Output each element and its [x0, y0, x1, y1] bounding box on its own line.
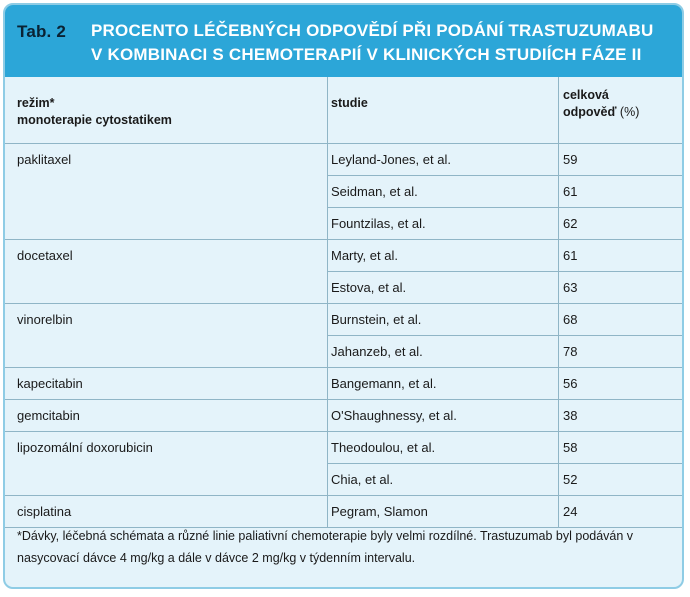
data-table [5, 77, 682, 528]
response-cell: 61 [563, 184, 578, 199]
table-title-line-1: PROCENTO LÉČEBNÝCH ODPOVĚDÍ PŘI PODÁNÍ TRASTUZUMABU [91, 21, 654, 40]
study-cell: Seidman, et al. [331, 184, 418, 199]
table-row [327, 335, 682, 367]
regimen-group [5, 368, 682, 400]
column-header-regimen [17, 95, 172, 129]
table-title [91, 19, 671, 67]
response-cell: 38 [563, 408, 578, 423]
table-row [5, 240, 682, 271]
response-cell: 68 [563, 312, 578, 327]
table-footnote: *Dávky, léčebná schémata a různé linie paliativní chemoterapie byly velmi rozdílné. Trastuzumab byl podáván v nasycovací dávce 4 mg/kg a dále v dávce 2 mg/kg v týdenním intervalu. [17, 529, 634, 565]
column-header-response-unit: (%) [619, 105, 640, 119]
study-cell: Marty, et al. [331, 248, 398, 263]
regimen-group [5, 304, 682, 368]
table-row [5, 496, 682, 527]
table-row [5, 432, 682, 463]
table-row [327, 175, 682, 207]
table-row [5, 304, 682, 335]
table-row [5, 144, 682, 175]
regimen-group [5, 400, 682, 432]
table-row [327, 207, 682, 239]
table-row [5, 400, 682, 431]
table-card [3, 3, 684, 589]
study-cell: Pegram, Slamon [331, 504, 428, 519]
regimen-cell: lipozomální doxorubicin [17, 440, 153, 455]
column-header-response-line-2 [563, 104, 639, 121]
column-header-response-word: odpověď [563, 105, 617, 119]
regimen-group [5, 496, 682, 528]
regimen-cell: docetaxel [17, 248, 73, 263]
study-cell: Burnstein, et al. [331, 312, 422, 327]
response-cell: 78 [563, 344, 578, 359]
study-cell: Estova, et al. [331, 280, 407, 295]
response-cell: 56 [563, 376, 578, 391]
study-cell: Jahanzeb, et al. [331, 344, 423, 359]
response-cell: 58 [563, 440, 578, 455]
table-row [5, 368, 682, 399]
response-cell: 61 [563, 248, 578, 263]
table-header [5, 5, 682, 77]
table-head [5, 77, 682, 144]
table-row [327, 463, 682, 495]
response-cell: 24 [563, 504, 578, 519]
column-header-response [563, 87, 639, 121]
table-row [327, 271, 682, 303]
regimen-group [5, 144, 682, 240]
regimen-cell: paklitaxel [17, 152, 72, 167]
column-header-response-line-1: celková [563, 88, 609, 102]
study-cell: Theodoulou, et al. [331, 440, 436, 455]
response-cell: 59 [563, 152, 578, 167]
regimen-cell: kapecitabin [17, 376, 83, 391]
table-title-line-2: V KOMBINACI S CHEMOTERAPIÍ V KLINICKÝCH STUDIÍCH FÁZE II [91, 45, 642, 64]
regimen-cell: gemcitabin [17, 408, 80, 423]
study-cell: Chia, et al. [331, 472, 394, 487]
column-header-regimen-line-2: monoterapie cytostatikem [17, 113, 172, 127]
column-header-study: studie [331, 96, 368, 110]
study-cell: Bangemann, et al. [331, 376, 437, 391]
column-header-regimen-line-1: režim* [17, 96, 55, 110]
response-cell: 63 [563, 280, 578, 295]
table-body [5, 144, 682, 528]
study-cell: O'Shaughnessy, et al. [331, 408, 457, 423]
study-cell: Fountzilas, et al. [331, 216, 426, 231]
regimen-cell: vinorelbin [17, 312, 73, 327]
regimen-group [5, 432, 682, 496]
regimen-cell: cisplatina [17, 504, 72, 519]
regimen-group [5, 240, 682, 304]
response-cell: 52 [563, 472, 578, 487]
study-cell: Leyland-Jones, et al. [331, 152, 451, 167]
table-number: Tab. 2 [17, 22, 67, 41]
response-cell: 62 [563, 216, 578, 231]
